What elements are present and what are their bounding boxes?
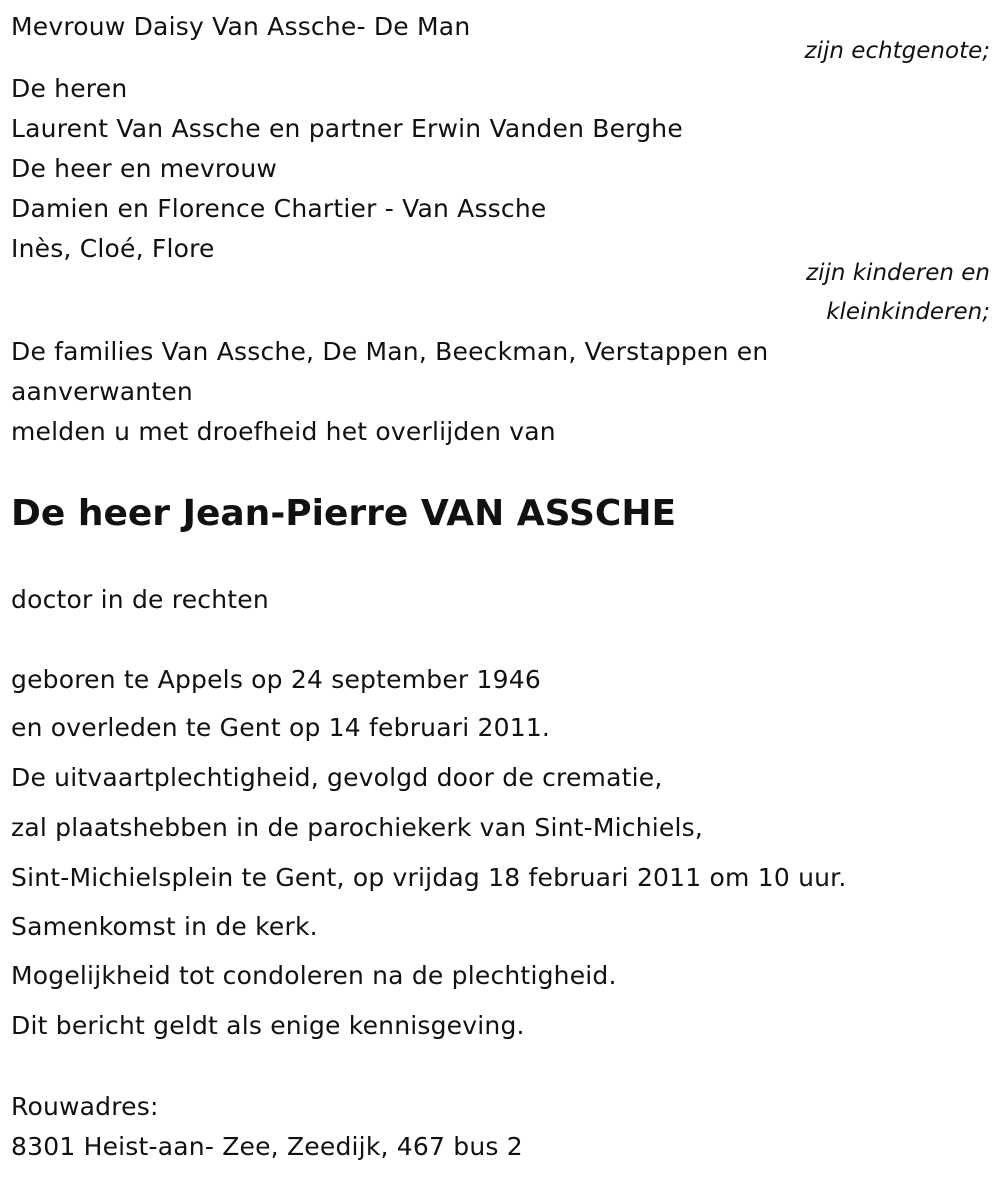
children-line: De heren [11,74,128,103]
announce-line: melden u met droefheid het overlijden van [11,417,556,446]
detail-line: geboren te Appels op 24 september 1946 [11,665,541,694]
spouse-line: Mevrouw Daisy Van Assche- De Man [11,12,471,41]
detail-line: Mogelijkheid tot condoleren na de plechtigheid. [11,961,617,990]
deceased-title: doctor in de rechten [11,585,269,614]
detail-line: zal plaatshebben in de parochiekerk van Sint-Michiels, [11,813,704,842]
address-label: Rouwadres: [11,1092,159,1121]
children-line: Inès, Cloé, Flore [11,234,215,263]
families-line1: De families Van Assche, De Man, Beeckman, Verstappen en [11,337,769,366]
detail-line: Sint-Michielsplein te Gent, op vrijdag 18 februari 2011 om 10 uur. [11,863,847,892]
detail-line: Dit bericht geldt als enige kennisgeving. [11,1011,525,1040]
detail-line: Samenkomst in de kerk. [11,912,318,941]
detail-line: en overleden te Gent op 14 februari 2011. [11,713,551,742]
children-role-line1: zijn kinderen en [806,260,990,286]
children-line: Laurent Van Assche en partner Erwin Vanden Berghe [11,114,683,143]
deceased-name: De heer Jean-Pierre VAN ASSCHE [11,493,677,534]
families-line2: aanverwanten [11,377,193,406]
detail-line: De uitvaartplechtigheid, gevolgd door de crematie, [11,763,663,792]
children-role-line2: kleinkinderen; [826,299,990,325]
children-line: De heer en mevrouw [11,154,278,183]
children-line: Damien en Florence Chartier - Van Assche [11,194,547,223]
address-value: 8301 Heist-aan- Zee, Zeedijk, 467 bus 2 [11,1132,523,1161]
spouse-role: zijn echtgenote; [804,38,990,64]
